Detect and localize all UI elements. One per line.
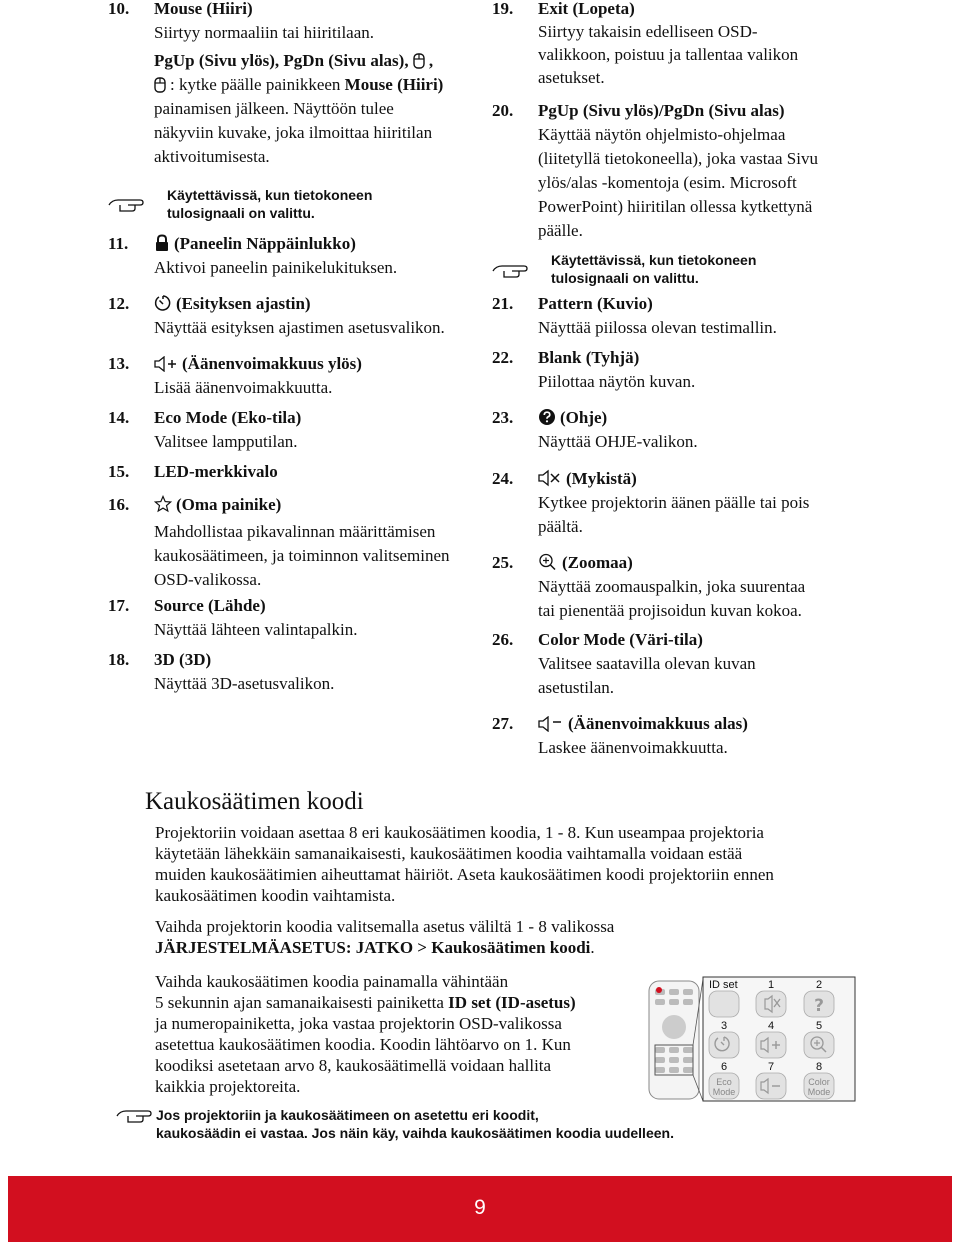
mouse-pgup-text: PgUp (Sivu ylös), PgDn (Sivu alas), [154,51,409,70]
remote-control-illustration [647,975,857,1105]
warning-note: Jos projektoriin ja kaukosäätimeen on asetettu eri koodit, kaukosäädin ei vastaa. Jos näin käy, vaihda kaukosäätimen koodia uudelleen. [156,1107,674,1141]
section-title: Kaukosäätimen koodi [145,788,364,815]
paragraph-projector-code: Vaihda projektorin koodia valitsemalla asetus väliltä 1 - 8 valikossa JÄRJESTELMÄASETUS: JATKO > Kaukosäätimen koodi. [155,917,615,957]
item-24: 24. (Mykistä) Kytkee projektorin äänen päälle tai pois päältä. [492,469,810,536]
item-26: 26. Color Mode (Väri-tila) Valitsee saatavilla olevan kuvan asetustilan. [492,630,756,697]
item-25: 25. (Zoomaa) Näyttää zoomauspalkin, joka suurentaa tai pienentää projisoidun kuvan kokoa. [492,553,806,620]
item-14: 14. Eco Mode (Eko-tila) Valitsee lampputilan. [108,408,302,451]
mouse-icon [413,53,425,69]
page-number: 9 [474,1196,486,1219]
volume-down-icon [538,716,564,732]
item-13: 13. (Äänenvoimakkuus ylös) Lisää äänenvoimakkuutta. [108,354,362,397]
item-16: 16. (Oma painike) Mahdollistaa pikavalinnan määrittämisen kaukosäätimeen, ja toiminnon valitseminen OSD-valikossa. [108,495,450,589]
remote-control-drawing [647,975,857,1105]
item-desc: Siirtyy normaaliin tai hiiritilaan. [154,23,375,42]
mouse-icon [154,77,166,93]
volume-up-icon [154,356,178,372]
pointing-hand-icon [108,196,144,212]
item-12: 12. (Esityksen ajastin) Näyttää esityksen ajastimen asetusvalikon. [108,294,445,337]
timer-icon [154,294,172,312]
paragraph-intro: Projektoriin voidaan asettaa 8 eri kaukosäätimen koodia, 1 - 8. Kun useampaa projektoria käytetään lähekkäin samanaikaisesti, kaukosäätimen koodia vaihtamalla voidaan estää muiden kaukosäätimien aiheuttamat häiriöt. Aseta kaukosäätimen koodi projektoriin ennen kaukosäätimen koodin vaihtamista. [155,823,774,905]
svg-text:3: 3 [720,1020,728,1032]
svg-text:Mode: Mode [712,1087,736,1097]
pointing-hand-icon [116,1107,152,1123]
item-23: 23. (Ohje) Näyttää OHJE-valikon. [492,408,698,451]
svg-text:6: 6 [720,1061,728,1073]
svg-text:5: 5 [815,1020,823,1032]
availability-note: Käytettävissä, kun tietokoneen tulosignaali on valittu. [167,187,373,221]
svg-text:7: 7 [767,1061,775,1073]
pointing-hand-icon [492,262,528,278]
item-27: 27. (Äänenvoimakkuus alas) Laskee äänenvoimakkuutta. [492,714,748,757]
item-17: 17. Source (Lähde) Näyttää lähteen valintapalkin. [108,596,358,639]
item-20: 20. PgUp (Sivu ylös)/PgDn (Sivu alas) Käyttää näytön ohjelmisto-ohjelmaa (liitetyllä tietokoneella), joka vastaa Sivu ylös/alas -komentoja (esim. Microsoft PowerPoint) hiiritilan ollessa kytkettynä päälle. [492,101,818,240]
item-10: 10. Mouse (Hiiri) Siirtyy normaaliin tai hiiritilaan. PgUp (Sivu ylös), PgDn (Sivu alas), , : kytke päälle painikkeen Mouse (Hiiri) painamisen jälkeen. Näyttöön tulee näkyviin kuvake, joka ilmoittaa hiiritilan aktivoitumisesta. [108,0,488,169]
paragraph-remote-code: Vaihda kaukosäätimen koodia painamalla vähintään 5 sekunnin ajan samanaikaisesti painiketta ID set (ID-asetus) ja numeropainiketta, joka vastaa projektorin OSD-valikossa asetettua kaukosäätimen koodia. Koodin lähtöarvo on 1. Kun koodiksi asetetaan arvo 8, kaukosäätimellä voidaan hallita kaikkia projektoreita. [155,972,576,1096]
svg-text:?: ? [814,996,824,1016]
mute-icon [538,469,562,487]
svg-text:8: 8 [815,1061,823,1073]
item-number: 10. [108,0,130,18]
lock-icon [154,234,170,252]
item-title: Mouse (Hiiri) [154,0,253,18]
item-18: 18. 3D (3D) Näyttää 3D-asetusvalikon. [108,650,335,693]
svg-text:Mode: Mode [807,1087,831,1097]
svg-text:1: 1 [767,979,775,991]
svg-text:Eco: Eco [716,1077,732,1087]
svg-text:2: 2 [815,979,823,991]
help-icon [538,408,556,426]
star-icon [154,495,172,513]
item-15: 15. LED-merkkivalo [108,462,278,481]
svg-text:Color: Color [808,1077,830,1087]
remote-label-id-set: ID set [709,979,738,991]
page-footer-bar [8,1176,952,1242]
svg-text:4: 4 [767,1020,775,1032]
availability-note: Käytettävissä, kun tietokoneen tulosignaali on valittu. [551,252,757,286]
item-11: 11. (Paneelin Näppäinlukko) Aktivoi paneelin painikelukituksen. [108,234,398,277]
item-21: 21. Pattern (Kuvio) Näyttää piilossa olevan testimallin. [492,294,777,337]
item-22: 22. Blank (Tyhjä) Piilottaa näytön kuvan. [492,348,696,391]
zoom-icon [538,553,558,571]
item-19: 19. Exit (Lopeta) Siirtyy takaisin edelliseen OSD- valikkoon, poistuu ja tallentaa valikon asetukset. [492,0,799,87]
